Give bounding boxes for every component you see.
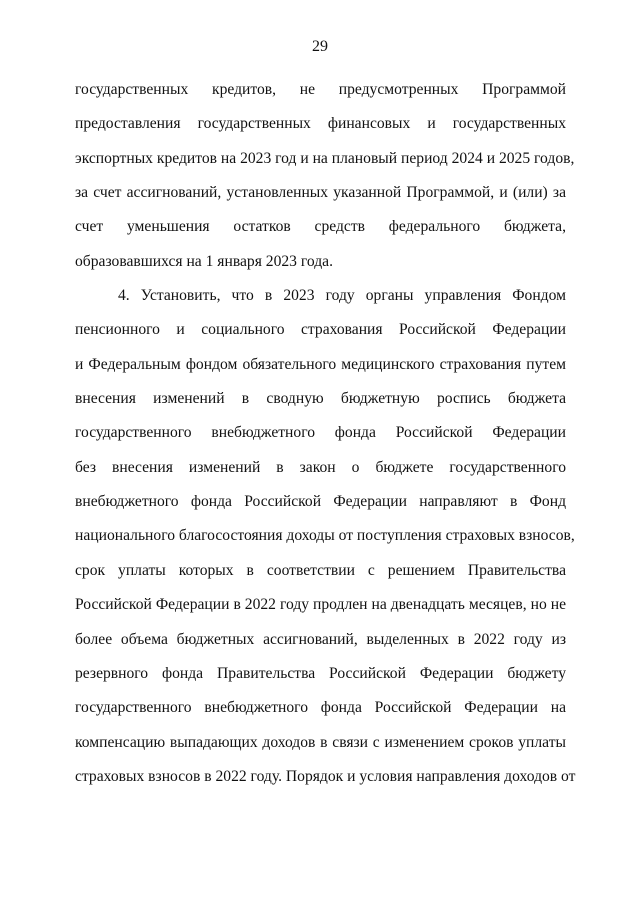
text-line: компенсацию выпадающих доходов в связи с изменением сроков уплаты (75, 733, 566, 751)
text-line: образовавшихся на 1 января 2023 года. (75, 252, 333, 270)
document-body (75, 73, 576, 794)
text-line: государственных кредитов, не предусмотренных Программой (75, 81, 566, 98)
text-line: внесения изменений в сводную бюджетную роспись бюджета (75, 390, 566, 408)
paragraph (75, 279, 576, 794)
text-line: Российской Федерации в 2022 году продлен на двенадцать месяцев, но не (75, 596, 566, 614)
text-line: срок уплаты которых в соответствии с решением Правительства (75, 561, 566, 579)
text-line: более объема бюджетных ассигнований, выделенных в 2022 году из (75, 630, 566, 648)
text-line: за счет ассигнований, установленных указанной Программой, и (или) за (75, 184, 566, 202)
text-line: резервного фонда Правительства Российской Федерации бюджету (75, 664, 566, 682)
text-line: пенсионного и социального страхования Российской Федерации (75, 321, 566, 339)
text-line: 4. Установить, что в 2023 году органы управления Фондом (118, 287, 566, 305)
text-line: страховых взносов в 2022 году. Порядок и условия направления доходов от (75, 767, 576, 785)
text-line: счет уменьшения остатков средств федерального бюджета, (75, 218, 566, 236)
text-line: экспортных кредитов на 2023 год и на плановый период 2024 и 2025 годов, (75, 149, 575, 167)
text-line: государственного внебюджетного фонда Российской Федерации (75, 424, 566, 442)
text-line: государственного внебюджетного фонда Российской Федерации на (75, 699, 566, 717)
text-line: национального благосостояния доходы от поступления страховых взносов, (75, 527, 575, 545)
paragraph (75, 73, 575, 279)
text-line: и Федеральным фондом обязательного медицинского страхования путем (75, 355, 566, 373)
text-line: предоставления государственных финансовых и государственных (75, 115, 566, 133)
text-line: без внесения изменений в закон о бюджете государственного (75, 458, 566, 476)
page-number: 29 (312, 38, 328, 55)
text-line: внебюджетного фонда Российской Федерации направляют в Фонд (75, 493, 566, 511)
